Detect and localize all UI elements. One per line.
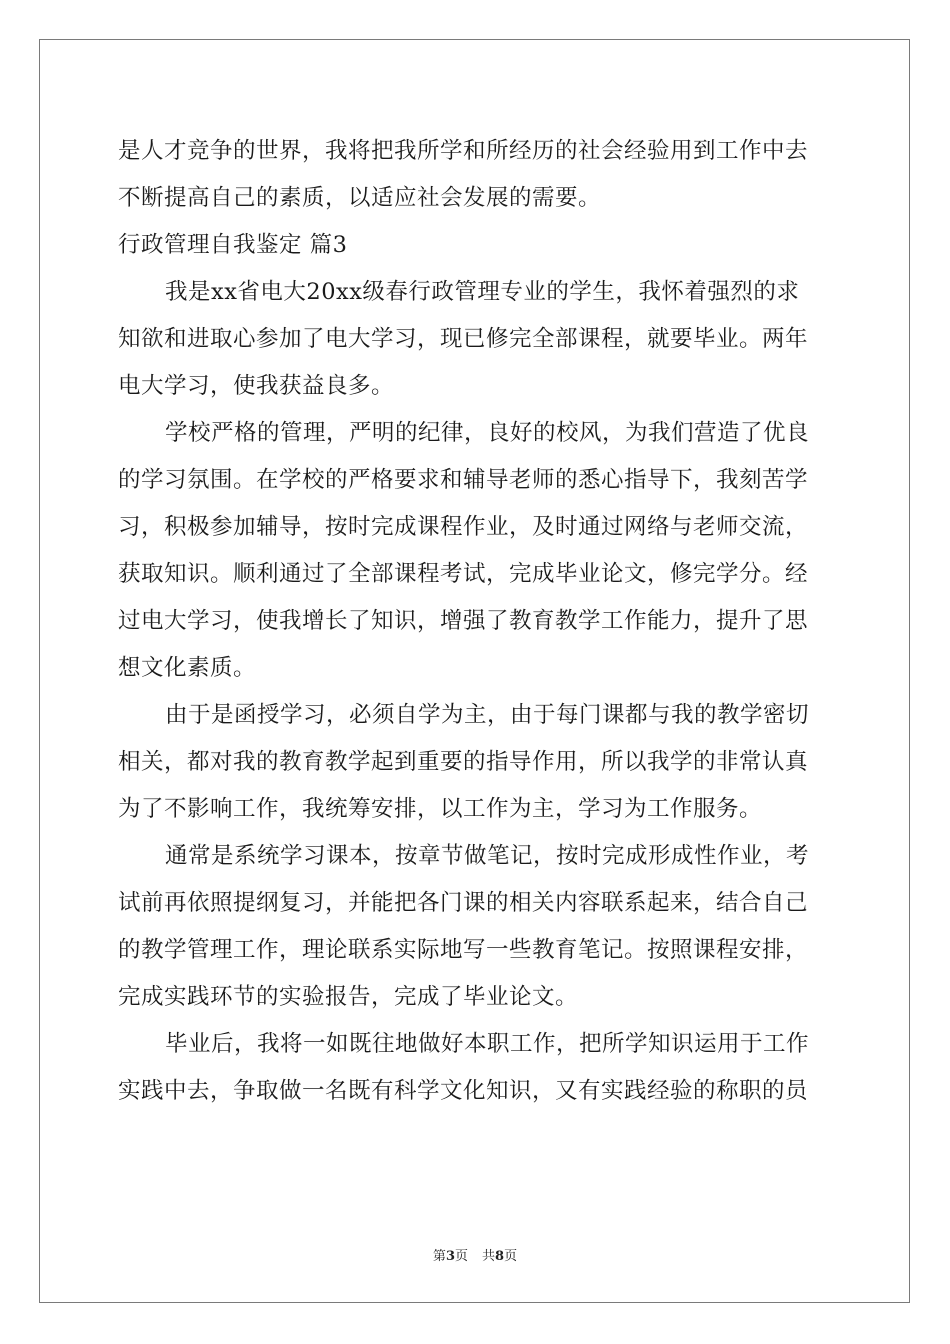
text-line: 试前再依照提纲复习，并能把各门课的相关内容联系起来，结合自己 xyxy=(118,890,809,916)
document-body xyxy=(118,128,834,1115)
text-line: 获取知识。顺利通过了全部课程考试，完成毕业论文，修完学分。经 xyxy=(118,561,809,587)
text-line: 由于是函授学习，必须自学为主，由于每门课都与我的教学密切 xyxy=(165,702,810,728)
text-line: 实践中去，争取做一名既有科学文化知识，又有实践经验的称职的员 xyxy=(118,1078,809,1104)
text-line: 通常是系统学习课本，按章节做笔记，按时完成形成性作业，考 xyxy=(165,843,810,869)
text-line: 为了不影响工作，我统筹安排，以工作为主，学习为工作服务。 xyxy=(118,796,763,822)
text-line: 过电大学习，使我增长了知识，增强了教育教学工作能力，提升了思 xyxy=(118,608,809,634)
text-line: 行政管理自我鉴定 篇3 xyxy=(118,232,348,258)
text-line: 的学习氛围。在学校的严格要求和辅导老师的悉心指导下，我刻苦学 xyxy=(118,467,809,493)
text-line: 我是xx省电大20xx级春行政管理专业的学生，我怀着强烈的求 xyxy=(165,279,800,305)
text-line: 相关，都对我的教育教学起到重要的指导作用，所以我学的非常认真 xyxy=(118,749,809,775)
footer-page-suffix: 页 xyxy=(454,1249,468,1264)
footer-total-suffix: 页 xyxy=(504,1249,518,1264)
text-line: 完成实践环节的实验报告，完成了毕业论文。 xyxy=(118,984,579,1010)
text-line: 的教学管理工作，理论联系实际地写一些教育笔记。按照课程安排， xyxy=(118,937,809,963)
text-line: 习，积极参加辅导，按时完成课程作业，及时通过网络与老师交流， xyxy=(118,514,809,540)
text-line: 电大学习，使我获益良多。 xyxy=(118,373,395,399)
page-footer xyxy=(0,1245,950,1264)
text-line: 知欲和进取心参加了电大学习，现已修完全部课程，就要毕业。两年 xyxy=(118,326,809,352)
text-line: 是人才竞争的世界，我将把我所学和所经历的社会经验用到工作中去 xyxy=(118,138,809,164)
footer-page-total: 8 xyxy=(495,1249,505,1264)
text-line: 学校严格的管理，严明的纪律，良好的校风，为我们营造了优良 xyxy=(165,420,810,446)
text-line: 不断提高自己的素质，以适应社会发展的需要。 xyxy=(118,185,602,211)
text-line: 毕业后，我将一如既往地做好本职工作，把所学知识运用于工作 xyxy=(165,1031,810,1057)
footer-page-prefix: 第 xyxy=(432,1249,446,1264)
footer-page-current: 3 xyxy=(445,1249,455,1264)
footer-total-prefix: 共 xyxy=(482,1249,496,1264)
text-line: 想文化素质。 xyxy=(118,655,257,681)
